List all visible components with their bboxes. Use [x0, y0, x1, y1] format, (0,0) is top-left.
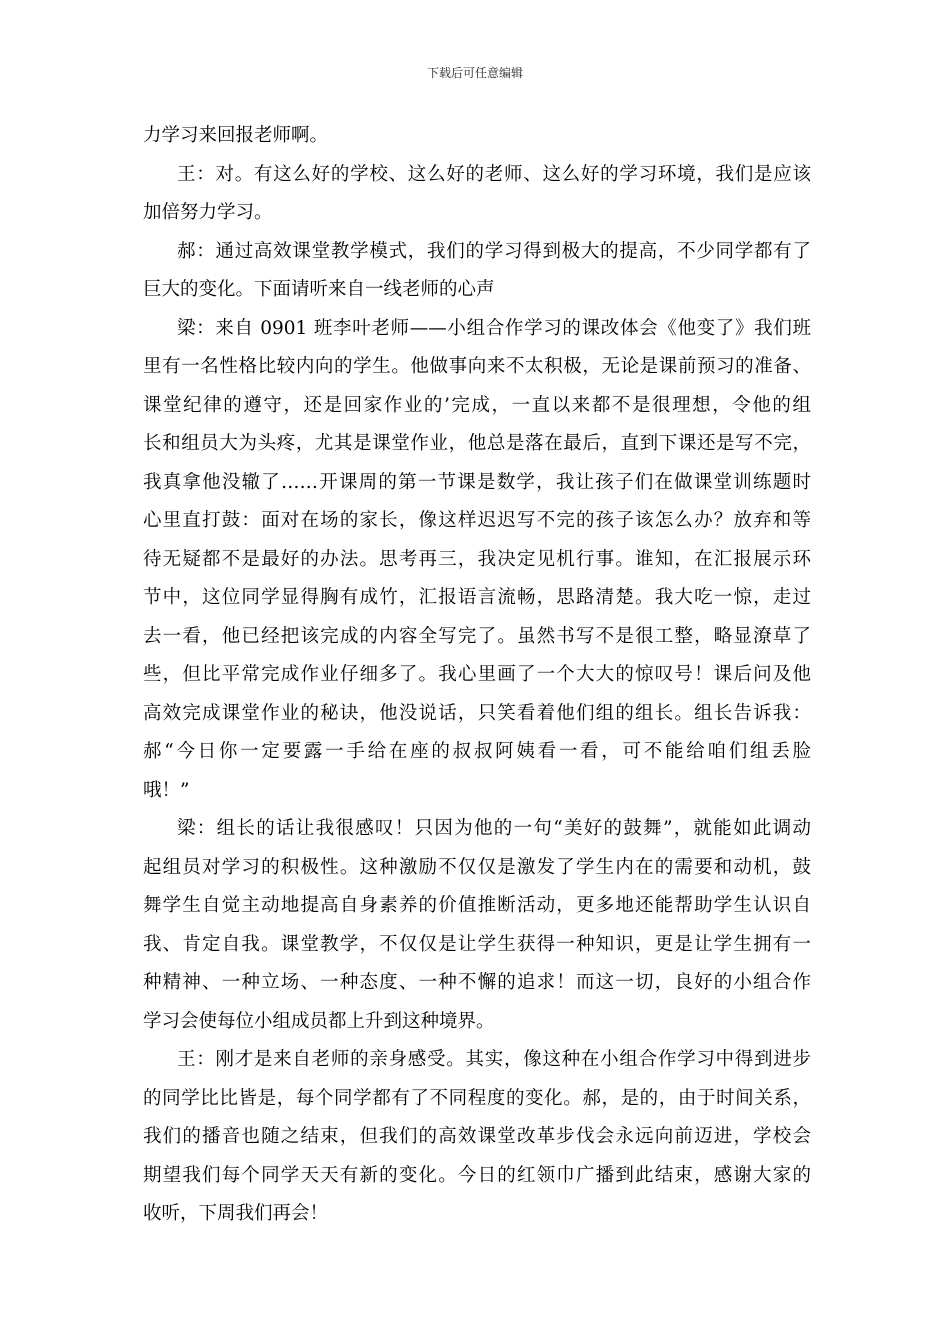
text-line: 期望我们每个同学天天有新的变化。今日的红领巾广播到此结束，感谢大家的 — [143, 1164, 811, 1186]
text-line: 些，但比平常完成作业仔细多了。我心里画了一个大大的惊叹号！课后问及他 — [143, 664, 811, 685]
text-line: 王：刚才是来自老师的亲身感受。其实，像这种在小组合作学习中得到进步 — [177, 1049, 811, 1070]
text-line: 课堂纪律的遵守，还是回家作业的’完成，一直以来都不是很理想，令他的组 — [143, 394, 811, 416]
text-line: 待无疑都不是最好的办法。思考再三，我决定见机行事。谁知，在汇报展示环 — [143, 548, 811, 570]
text-line: 长和组员大为头疼，尤其是课堂作业，他总是落在最后，直到下课还是写不完， — [143, 433, 811, 454]
text-line: 我们的播音也随之结束，但我们的高效课堂改革步伐会永远向前迈进，学校会 — [143, 1126, 811, 1147]
text-line: 节中，这位同学显得胸有成竹，汇报语言流畅，思路清楚。我大吃一惊，走过 — [143, 587, 811, 608]
text-line: 梁：来自 0901 班李叶老师——小组合作学习的课改体会《他变了》我们班 — [177, 317, 811, 339]
text-line: 里有一名性格比较内向的学生。他做事向来不太积极，无论是课前预习的准备、 — [143, 356, 811, 377]
text-line: 学习会使每位小组成员都上升到这种境界。 — [143, 1010, 495, 1032]
page-header: 下载后可任意编辑 — [426, 66, 523, 80]
text-line: 我、肯定自我。课堂教学，不仅仅是让学生获得一种知识，更是让学生拥有一 — [143, 933, 811, 955]
text-line: 郝：通过高效课堂教学模式，我们的学习得到极大的提高，不少同学都有了 — [177, 240, 811, 262]
text-line: 王：对。有这么好的学校、这么好的老师、这么好的学习环境，我们是应该 — [177, 163, 811, 185]
text-line: 种精神、一种立场、一种态度、一种不懈的追求！而这一切，良好的小组合作 — [143, 972, 811, 993]
text-line: 起组员对学习的积极性。这种激励不仅仅是激发了学生内在的需要和动机，鼓 — [143, 856, 811, 878]
text-line: 的同学比比皆是，每个同学都有了不同程度的变化。郝，是的，由于时间关系， — [143, 1087, 811, 1109]
text-line: 梁：组长的话让我很感叹！只因为他的一句“美好的鼓舞”，就能如此调动 — [177, 818, 811, 839]
text-line: 哦！” — [143, 779, 190, 801]
text-line: 心里直打鼓：面对在场的家长，像这样迟迟写不完的孩子该怎么办？放弃和等 — [143, 510, 811, 531]
text-line: 舞学生自觉主动地提高自身素养的价值推断活动，更多地还能帮助学生认识自 — [143, 895, 811, 916]
text-line: 高效完成课堂作业的秘诀，他没说话，只笑看着他们组的组长。组长告诉我： — [143, 702, 811, 724]
text-line: 去一看，他已经把该完成的内容全写完了。虽然书写不是很工整，略显潦草了 — [143, 625, 811, 647]
text-line: 郝“今日你一定要露一手给在座的叔叔阿姨看一看，可不能给咱们组丢脸 — [143, 741, 811, 762]
document-body — [143, 117, 811, 1234]
text-line: 巨大的变化。下面请听来自一线老师的心声 — [143, 279, 495, 300]
text-line: 我真拿他没辙了……开课周的第一节课是数学，我让孩子们在做课堂训练题时 — [143, 471, 811, 493]
text-line: 力学习来回报老师啊。 — [143, 125, 329, 146]
text-line: 加倍努力学习。 — [143, 202, 273, 223]
text-line: 收听，下周我们再会！ — [143, 1203, 329, 1224]
